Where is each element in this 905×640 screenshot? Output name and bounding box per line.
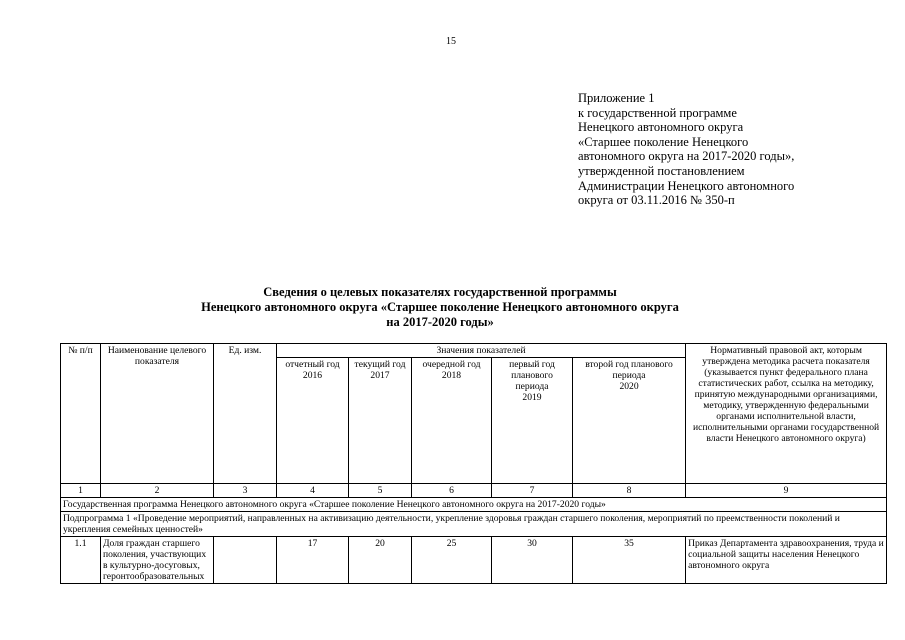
subprogram-title: Подпрограмма 1 «Проведение мероприятий, направленных на активизацию деятельности, укрепление здоровья граждан старшего поколения, мероприятий по преемственности поколений и укрепления семейных ценностей» bbox=[61, 512, 887, 537]
program-row bbox=[61, 498, 887, 512]
row-value: 25 bbox=[412, 537, 492, 584]
appendix-line: автономного округа на 2017-2020 годы», bbox=[578, 149, 795, 164]
indicators-table bbox=[60, 343, 887, 584]
appendix-line: Приложение 1 bbox=[578, 91, 655, 105]
year-label: второй год планового периода bbox=[585, 359, 673, 381]
title-line: на 2017-2020 годы» bbox=[386, 315, 494, 329]
row-name: Доля граждан старшего поколения, участвующих в культурно-досуговых, геронтообразовательных bbox=[101, 537, 214, 584]
year-value: 2018 bbox=[441, 370, 462, 381]
document-title bbox=[150, 285, 730, 330]
row-value: 17 bbox=[277, 537, 349, 584]
header-year-cell bbox=[492, 358, 573, 484]
header-act: Нормативный правовой акт, которым утверждена методика расчета показателя (указывается пункт федерального плана статистических работ, ссылка на методику, принятую международными организациями, методику, утвержденную федеральными органами исполнительной власти, исполнительными органами государственной власти Ненецкого автономного округа) bbox=[686, 344, 887, 484]
header-unit: Ед. изм. bbox=[214, 344, 277, 484]
year-value: 2017 bbox=[370, 370, 390, 381]
header-year-cell bbox=[349, 358, 412, 484]
column-number: 7 bbox=[492, 484, 573, 498]
header-year-cell bbox=[573, 358, 686, 484]
row-num: 1.1 bbox=[61, 537, 101, 584]
year-label: очередной год bbox=[422, 359, 481, 370]
column-number: 4 bbox=[277, 484, 349, 498]
column-number: 9 bbox=[686, 484, 887, 498]
column-number: 8 bbox=[573, 484, 686, 498]
appendix-line: к государственной программе bbox=[578, 105, 737, 120]
program-title: Государственная программа Ненецкого автономного округа «Старшее поколение Ненецкого автономного округа на 2017-2020 годы» bbox=[61, 498, 887, 512]
column-number: 1 bbox=[61, 484, 101, 498]
appendix-line: округа от 03.11.2016 № 350-п bbox=[578, 193, 735, 208]
column-numbers-row bbox=[61, 484, 887, 498]
column-number: 6 bbox=[412, 484, 492, 498]
header-year-cell bbox=[277, 358, 349, 484]
row-act: Приказ Департамента здравоохранения, труда и социальной защиты населения Ненецкого автономного округа bbox=[686, 537, 887, 584]
year-value: 2020 bbox=[619, 381, 639, 392]
appendix-line: утвержденной постановлением bbox=[578, 163, 745, 178]
column-number: 5 bbox=[349, 484, 412, 498]
title-line: Сведения о целевых показателях государственной программы bbox=[263, 285, 617, 299]
year-label: текущий год bbox=[354, 359, 406, 370]
year-value: 2016 bbox=[302, 370, 323, 381]
header-num: № п/п bbox=[61, 344, 101, 484]
header-row bbox=[61, 344, 887, 358]
appendix-block bbox=[578, 91, 868, 208]
row-value: 20 bbox=[349, 537, 412, 584]
year-label: первый год планового периода bbox=[509, 359, 555, 392]
table-row bbox=[61, 537, 887, 584]
year-label: отчетный год bbox=[285, 359, 340, 370]
row-value: 35 bbox=[573, 537, 686, 584]
year-value: 2019 bbox=[522, 392, 542, 403]
appendix-line: «Старшее поколение Ненецкого bbox=[578, 134, 749, 149]
page-number: 15 bbox=[446, 36, 456, 47]
header-values-group: Значения показателей bbox=[277, 344, 686, 358]
column-number: 3 bbox=[214, 484, 277, 498]
row-unit bbox=[214, 537, 277, 584]
appendix-line: Ненецкого автономного округа bbox=[578, 120, 744, 135]
header-name: Наименование целевого показателя bbox=[101, 344, 214, 484]
subprogram-row bbox=[61, 512, 887, 537]
column-number: 2 bbox=[101, 484, 214, 498]
header-year-cell bbox=[412, 358, 492, 484]
appendix-line: Администрации Ненецкого автономного bbox=[578, 178, 795, 193]
title-line: Ненецкого автономного округа «Старшее поколение Ненецкого автономного округа bbox=[201, 300, 679, 314]
row-value: 30 bbox=[492, 537, 573, 584]
